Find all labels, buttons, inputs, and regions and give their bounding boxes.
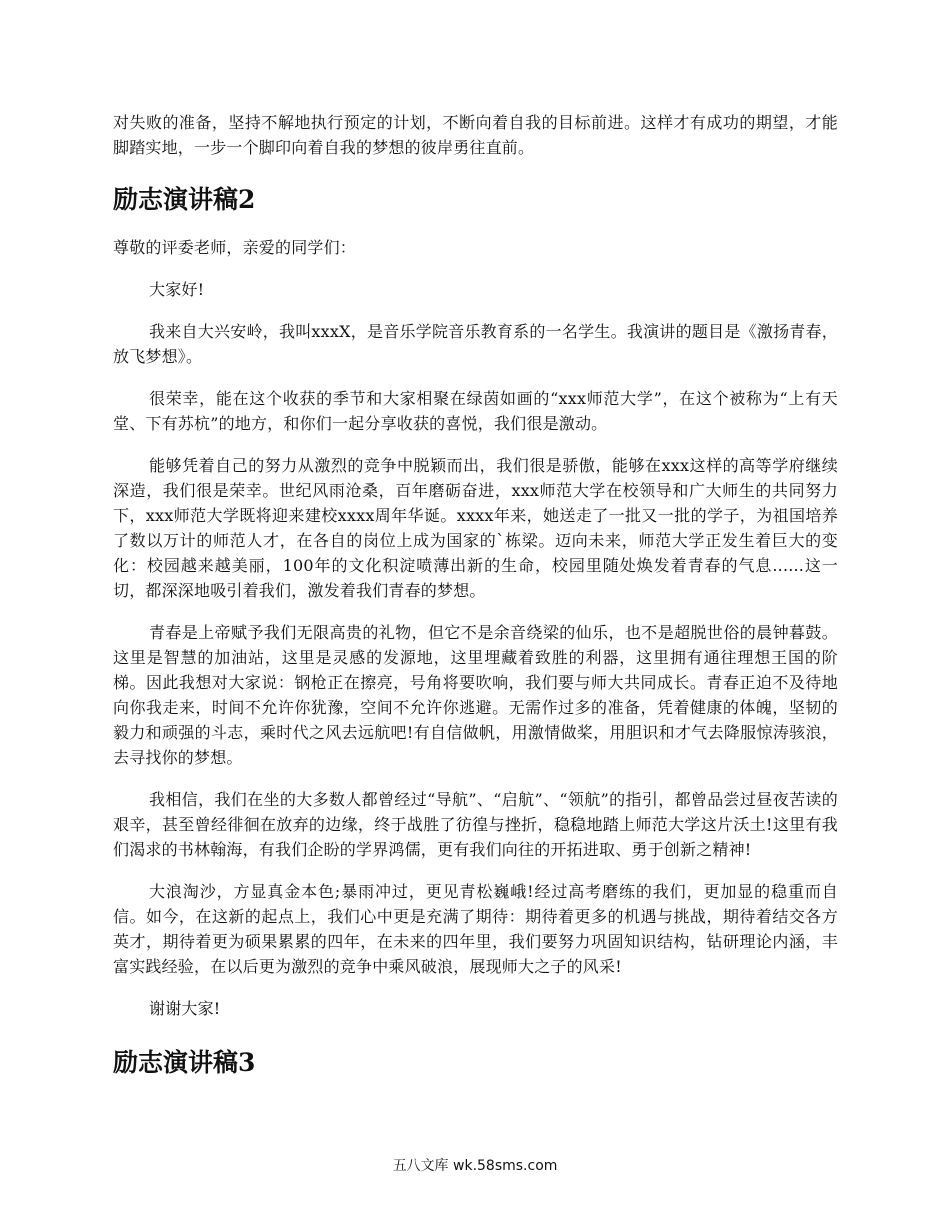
heading-speech-2: 励志演讲稿2 [113, 185, 256, 214]
heading-speech-3: 励志演讲稿3 [113, 1048, 256, 1077]
salutation: 尊敬的评委老师，亲爱的同学们： [113, 238, 357, 257]
document-page [113, 110, 838, 1078]
thanks: 谢谢大家! [149, 999, 221, 1018]
paragraph-1: 我来自大兴安岭，我叫xxxX，是音乐学院音乐教育系的一名学生。我演讲的题目是《激扬青春，放飞梦想》。 [113, 322, 838, 366]
paragraph-2: 很荣幸，能在这个收获的季节和大家相聚在绿茵如画的“xxx师范大学”，在这个被称为“上有天堂、下有苏杭”的地方，和你们一起分享收获的喜悦，我们很是激动。 [113, 389, 838, 433]
footer-watermark: 五八文库 wk.58sms.com [392, 1158, 558, 1174]
paragraph-5: 我相信，我们在坐的大多数人都曾经过“导航”、“启航”、“领航”的指引，都曾品尝过昼夜苦读的艰辛，甚至曾经徘徊在放弃的边缘，终于战胜了彷徨与挫折，稳稳地踏上师范大学这片沃土!这里有我们渴求的书林翰海，有我们企盼的学界鸿儒，更有我们向往的开拓进取、勇于创新之精神! [113, 790, 838, 859]
paragraph-3: 能够凭着自己的努力从激烈的竞争中脱颖而出，我们很是骄傲，能够在xxx这样的高等学府继续深造，我们很是荣幸。世纪风雨沧桑，百年磨砺奋进，xxx师范大学在校领导和广大师生的共同努力下，xxx师范大学既将迎来建校xxxx周年华诞。xxxx年来，她送走了一批又一批的学子，为祖国培养了数以万计的师范人才，在各自的岗位上成为国家的`栋梁。迈向未来，师范大学正发生着巨大的变化：校园越来越美丽，100年的文化积淀喷薄出新的生命，校园里随处焕发着青春的气息......这一切，都深深地吸引着我们，激发着我们青春的梦想。 [113, 456, 838, 600]
paragraph-4: 青春是上帝赋予我们无限高贵的礼物，但它不是余音绕梁的仙乐，也不是超脱世俗的晨钟暮鼓。这里是智慧的加油站，这里是灵感的发源地，这里埋藏着致胜的利器，这里拥有通往理想王国的阶梯。因此我想对大家说：钢枪正在擦亮，号角将要吹响，我们要与师大共同成长。青春正迫不及待地向你我走来，时间不允许你犹豫，空间不允许你逃避。无需作过多的准备，凭着健康的体魄，坚韧的毅力和顽强的斗志，乘时代之风去远航吧!有自信做帆，用激情做桨，用胆识和才气去降服惊涛骇浪，去寻找你的梦想。 [113, 623, 838, 767]
paragraph-6: 大浪淘沙，方显真金本色;暴雨冲过，更见青松巍峨!经过高考磨练的我们，更加显的稳重而自信。如今，在这新的起点上，我们心中更是充满了期待：期待着更多的机遇与挑战，期待着结交各方英才，期待着更为硕果累累的四年，在未来的四年里，我们要努力巩固知识结构，钻研理论内涵，丰富实践经验，在以后更为激烈的竞争中乘风破浪，展现师大之子的风采! [113, 882, 838, 976]
intro-paragraph: 对失败的准备，坚持不解地执行预定的计划，不断向着自我的目标前进。这样才有成功的期望，才能脚踏实地，一步一个脚印向着自我的梦想的彼岸勇往直前。 [113, 113, 838, 157]
greeting: 大家好! [149, 280, 205, 299]
